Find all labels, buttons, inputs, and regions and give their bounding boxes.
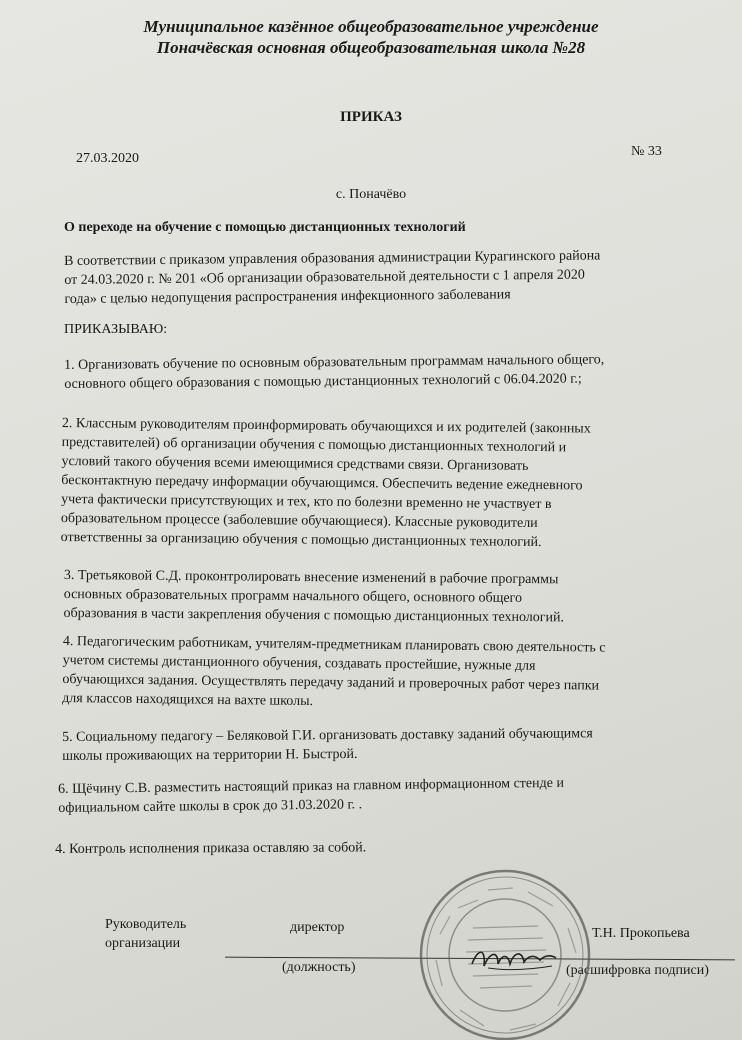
orders-heading: ПРИКАЗЫВАЮ:: [64, 322, 168, 337]
order-line: учета фактически присутствующих и тех, кто по болезни временно не участвует в: [61, 491, 552, 513]
order-line: образовательном процессе (заболевшие обучающиеся). Классные руководители: [60, 510, 538, 531]
preamble-paragraph: [64, 245, 690, 309]
document-number: № 33: [631, 144, 662, 159]
order-item-5: [62, 724, 687, 766]
order-item-control: [55, 837, 680, 859]
institution-name-line-1: Муниципальное казённое общеобразовательное учреждение: [143, 17, 599, 36]
document-subject: О переходе на обучение с помощью дистанционных технологий: [64, 220, 466, 235]
signatory-name: Т.Н. Прокопьева: [592, 926, 690, 941]
order-item-4: [62, 632, 688, 716]
document-date: 27.03.2020: [76, 151, 139, 166]
order-line: основного общего образования с помощью дистанционных технологий с 06.04.2020 г.;: [64, 371, 582, 392]
order-item-3: [64, 566, 689, 628]
order-line: 3. Третьяковой С.Д. проконтролировать внесение изменений в рабочие программы: [63, 567, 559, 588]
order-line: 6. Щёчину С.В. разместить настоящий приказ на главном информационном стенде и: [58, 775, 564, 797]
signatory-label-line-1: Руководитель: [105, 917, 187, 932]
institution-name-line-2: Поначёвская основная общеобразовательная школа №28: [156, 38, 586, 57]
signatory-label-line-2: организации: [105, 936, 181, 951]
position-caption: (должность): [282, 960, 356, 975]
order-line: условий такого обучения всеми имеющимися средствами связи. Организовать: [61, 453, 529, 474]
document-place: с. Поначёво: [335, 187, 407, 202]
order-line: основных образовательных программ начального общего, основного общего: [63, 586, 523, 606]
order-line: ответственны за организацию обучения с помощью дистанционных технологий.: [60, 529, 542, 551]
preamble-line: года» с целью недопущения распространения инфекционного заболевания: [64, 287, 511, 307]
order-line: образования в части закрепления обучения с помощью дистанционных технологий.: [63, 605, 565, 626]
document-title: ПРИКАЗ: [340, 109, 402, 125]
order-line: обучающихся задания. Осуществлять передачу заданий и проверочных работ через папки: [62, 671, 600, 694]
institution-header: [0, 16, 742, 58]
order-line: представителей) об организации обучения с помощью дистанционных технологий и: [61, 434, 567, 456]
order-line: 2. Классным руководителям проинформировать обучающихся и их родителей (законных: [61, 415, 591, 437]
preamble-line: В соответствии с приказом управления образования администрации Курагинского района: [64, 248, 601, 269]
signatory-position: директор: [290, 920, 345, 935]
order-item-2: [61, 414, 690, 554]
order-line: 4. Контроль исполнения приказа оставляю за собой.: [55, 840, 367, 857]
signatory-label: [105, 915, 186, 953]
order-line: бесконтактную передачу информации обучающимся. Обеспечить ведение ежедневного: [61, 472, 583, 494]
order-line: учетом системы дистанционного обучения, создавать простейшие, нужные для: [62, 652, 536, 674]
order-line: 1. Организовать обучение по основным образовательным программам начального общего,: [64, 352, 605, 373]
order-line: официальном сайте школы в срок до 31.03.2020 г. .: [58, 797, 363, 816]
decoding-caption: (расшифровка подписи): [566, 963, 709, 978]
order-item-6: [58, 772, 683, 818]
handwritten-signature: [468, 938, 558, 978]
order-line: 4. Педагогическим работникам, учителям-предметникам планировать свою деятельность с: [62, 633, 606, 656]
order-line: 5. Социальному педагогу – Беляковой Г.И. организовать доставку заданий обучающимся: [62, 726, 593, 745]
order-line: школы проживающих на территории Н. Быстрой.: [62, 746, 358, 764]
preamble-line: от 24.03.2020 г. № 201 «Об организации образовательной деятельности с 1 апреля 2020: [64, 267, 585, 288]
order-line: для классов находящихся на вахте школы.: [62, 690, 314, 710]
order-item-1: [64, 349, 689, 394]
